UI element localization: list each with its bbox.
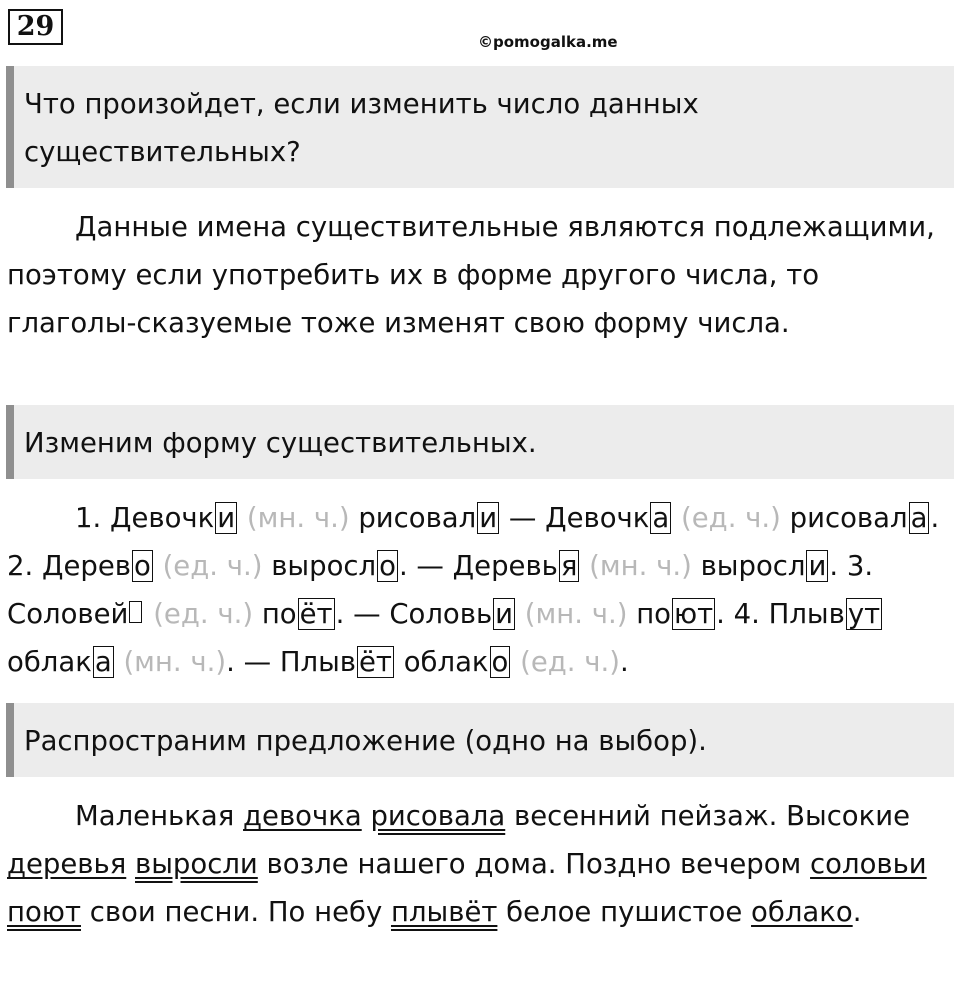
predicate-word: выросли	[135, 848, 258, 880]
number-note: (мн. ч.)	[524, 598, 628, 630]
word: облак	[403, 646, 489, 678]
answer-2: 1. Девочк и (мн. ч.) рисовал и — Девочк а (ед. ч.) рисовал а . 2. Дерев о (ед. ч.) выросл о . — Деревь я (мн. ч.) выросл и . 3. Соловей (ед. ч.) по ёт . — Соловь и (мн. ч.) по ют . 4. Плыв ут облак а (мн. ч.). — Плыв ёт облак о (ед. ч.).	[7, 502, 940, 678]
ending-box: ут	[847, 598, 881, 630]
number-note: (ед. ч.)	[681, 502, 781, 534]
word: облак	[7, 646, 92, 678]
word: Соловей	[7, 598, 129, 630]
ending-box: и	[479, 502, 498, 534]
ending-box: о	[379, 550, 396, 582]
ending-box: а	[94, 646, 112, 678]
word: Дерев	[42, 550, 131, 582]
predicate-word: плывёт	[390, 896, 498, 928]
answer-1	[7, 203, 957, 347]
question-1	[6, 66, 954, 188]
word: Деревь	[452, 550, 558, 582]
sentence-number: 4.	[733, 598, 760, 630]
number-note: (мн. ч.)	[123, 646, 227, 678]
word: по	[261, 598, 297, 630]
question-1-text: Что произойдет, если изменить число данных существительных?	[24, 88, 699, 168]
text: свои песни. По небу	[89, 896, 383, 928]
number-note: (ед. ч.)	[153, 598, 254, 630]
number-note: (мн. ч.)	[246, 502, 350, 534]
word: выросл	[700, 550, 806, 582]
task-number: 29	[8, 9, 63, 45]
zero-ending-box	[129, 601, 142, 623]
number-note: (ед. ч.)	[520, 646, 620, 678]
ending-box: ют	[674, 598, 714, 630]
ending-box: о	[491, 646, 509, 678]
ending-box: и	[217, 502, 236, 534]
ending-box: а	[910, 502, 928, 534]
dash: —	[508, 502, 537, 534]
subject-word: девочка	[243, 800, 362, 832]
sentence-number: 1.	[75, 502, 102, 534]
predicate-word: поют	[7, 896, 81, 928]
number-note: (мн. ч.)	[589, 550, 692, 582]
answer-3	[7, 792, 957, 936]
text: .	[852, 896, 862, 928]
sentence-number: 2.	[7, 550, 34, 582]
word: Плыв	[768, 598, 845, 630]
ending-box: а	[652, 502, 670, 534]
word: Маленькая	[75, 800, 235, 832]
number-note: (ед. ч.)	[162, 550, 263, 582]
dash: —	[243, 646, 272, 678]
dash: —	[416, 550, 444, 582]
answer-1-text: Данные имена существительные являются подлежащими, поэтому если употребить их в форме другого числа, то глаголы-сказуемые тоже изменят свою форму числа.	[7, 211, 935, 339]
question-3	[6, 703, 954, 777]
word: Соловь	[389, 598, 493, 630]
source-watermark: ©pomogalka.me	[478, 33, 618, 51]
question-2-text: Изменим форму существительных.	[24, 427, 537, 459]
subject-word: облако	[751, 896, 853, 928]
ending-box: ёт	[359, 646, 392, 678]
predicate-word: рисовала	[370, 800, 506, 832]
sentence-number: 3.	[846, 550, 874, 582]
ending-box: о	[134, 550, 151, 582]
text: возле нашего дома. Поздно вечером	[266, 848, 802, 880]
word: Плыв	[279, 646, 357, 678]
word: Девочк	[545, 502, 650, 534]
text: весенний пейзаж.	[513, 800, 778, 832]
word: рисовал	[789, 502, 908, 534]
ending-box: и	[495, 598, 514, 630]
text: белое пушистое	[506, 896, 743, 928]
question-3-text: Распространим предложение (одно на выбор).	[24, 725, 707, 757]
ending-box: ёт	[299, 598, 333, 630]
word: по	[636, 598, 671, 630]
question-2	[6, 405, 954, 479]
word: Высокие	[786, 800, 911, 832]
dash: —	[353, 598, 381, 630]
ending-box: я	[560, 550, 578, 582]
word: выросл	[271, 550, 377, 582]
word: рисовал	[358, 502, 477, 534]
subject-word: деревья	[7, 848, 127, 880]
subject-word: соловьи	[810, 848, 927, 880]
ending-box: и	[808, 550, 827, 582]
word: Девочк	[110, 502, 215, 534]
